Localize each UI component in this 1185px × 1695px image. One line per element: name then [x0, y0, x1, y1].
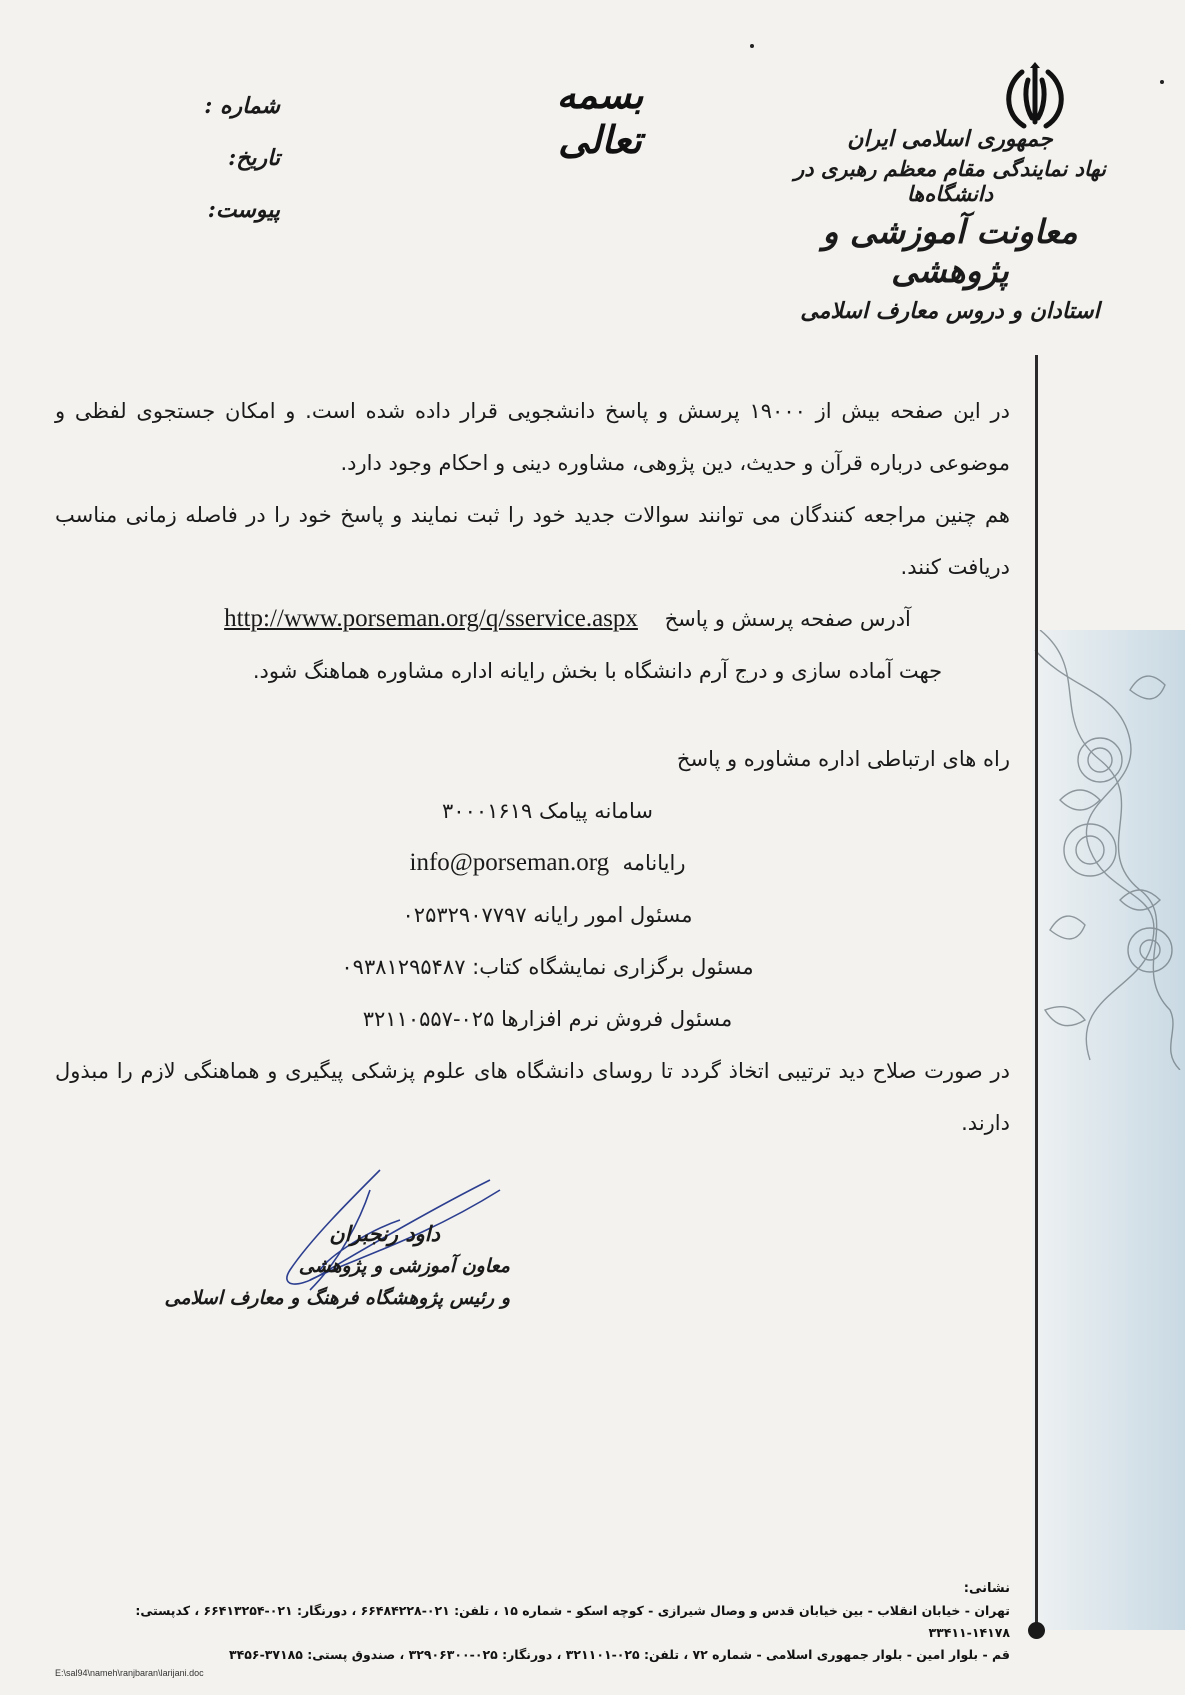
number-label: شماره :	[204, 93, 280, 119]
emblem-icon	[1000, 62, 1070, 132]
contact-computer	[55, 889, 1010, 941]
organization-letterhead	[770, 126, 1130, 324]
sms-value: ۳۰۰۰۱۶۱۹	[442, 799, 533, 823]
address-line	[55, 593, 1010, 645]
signature-block	[150, 1218, 510, 1314]
org-line-1: جمهوری اسلامی ایران	[847, 126, 1053, 152]
software-value: ۰۲۵-۳۲۱۱۰۵۵۷	[362, 1007, 495, 1031]
footer-label: نشانی:	[963, 1581, 1010, 1596]
org-line-3: معاونت آموزشی و پژوهشی	[822, 212, 1078, 290]
signatory-title-1: معاون آموزشی و پژوهشی	[298, 1255, 510, 1277]
arabesque-ornament-icon	[1030, 630, 1185, 1070]
sms-label: سامانه پیامک	[538, 799, 653, 823]
footer-tehran-address: تهران - خیابان انقلاب - بین خیابان قدس و وصال شیرازی - کوچه اسکو - شماره ۱۵ ، تلفن: ۰۲۱-۶۶۴۸۴۲۲۸ ، دورنگار: ۰۲۱-۶۶۴۱۳۲۵۴ ، کدپستی: ۱۴۱۷۸-۳۳۴۱۱	[135, 1603, 1010, 1640]
scan-speck	[750, 44, 754, 48]
attachment-label: پیوست:	[207, 197, 280, 223]
margin-rule	[1035, 355, 1038, 1625]
paragraph-new-questions: هم چنین مراجعه کنندگان می توانند سوالات جدید خود را ثبت نمایند و پاسخ خود را در فاصله زمانی مناسب دریافت کنند.	[55, 503, 1010, 579]
org-line-2: نهاد نمایندگی مقام معظم رهبری در دانشگاه‌ها	[794, 156, 1106, 206]
computer-label: مسئول امور رایانه	[533, 903, 693, 927]
address-label: آدرس صفحه پرسش و پاسخ	[664, 607, 911, 631]
contact-exhibition	[55, 941, 1010, 993]
org-line-4: استادان و دروس معارف اسلامی	[800, 298, 1100, 324]
paragraph-logo: جهت آماده سازی و درج آرم دانشگاه با بخش رایانه اداره مشاوره هماهنگ شود.	[252, 659, 943, 683]
signatory-name: داود رنجبران	[329, 1222, 440, 1246]
contacts-title: راه های ارتباطی اداره مشاوره و پاسخ	[676, 747, 1010, 771]
address-url-link[interactable]: http://www.porseman.org/q/sservice.aspx	[224, 605, 638, 632]
email-link[interactable]: info@porseman.org	[409, 849, 610, 876]
letter-meta	[150, 80, 280, 236]
exhibition-value: ۰۹۳۸۱۲۹۵۴۸۷	[341, 955, 466, 979]
margin-rule-dot	[1028, 1622, 1045, 1639]
scan-speck	[1160, 80, 1164, 84]
letter-body	[55, 385, 1010, 1149]
footer-qom-address: قم - بلوار امین - بلوار جمهوری اسلامی - شماره ۷۲ ، تلفن: ۰۲۵-۳۲۱۱۰۱ ، دورنگار: ۰۲۵-۳۲۹۰۶۳۰۰ ، صندوق پستی: ۳۷۱۸۵-۳۴۵۶	[229, 1647, 1010, 1662]
date-label: تاریخ:	[228, 145, 280, 171]
software-label: مسئول فروش نرم افزارها	[501, 1007, 733, 1031]
paragraph-closing: در صورت صلاح دید ترتیبی اتخاذ گردد تا روسای دانشگاه های علوم پزشکی پیگیری و هماهنگی لازم را مبذول دارند.	[55, 1059, 1010, 1135]
contact-software	[55, 993, 1010, 1045]
contact-email	[55, 837, 1010, 889]
file-path: E:\sal94\nameh\ranjbaran\larijani.doc	[55, 1668, 204, 1678]
signatory-title-2: و رئیس پژوهشگاه فرهنگ و معارف اسلامی	[164, 1287, 510, 1309]
invocation-heading: بسمه تعالی	[556, 72, 644, 162]
paragraph-intro: در این صفحه بیش از ۱۹۰۰۰ پرسش و پاسخ دانشجویی قرار داده شده است. و امکان جستجوی لفظی و موضوعی درباره قرآن و حدیث، دین پژوهی، مشاوره دینی و احکام وجود دارد.	[55, 399, 1010, 475]
contact-sms	[55, 785, 1010, 837]
spacer	[55, 697, 1010, 733]
footer-address	[50, 1578, 1010, 1666]
exhibition-label: مسئول برگزاری نمایشگاه کتاب:	[472, 955, 754, 979]
computer-value: ۰۲۵۳۲۹۰۷۷۹۷	[402, 903, 527, 927]
email-label: رایانامه	[622, 851, 686, 875]
